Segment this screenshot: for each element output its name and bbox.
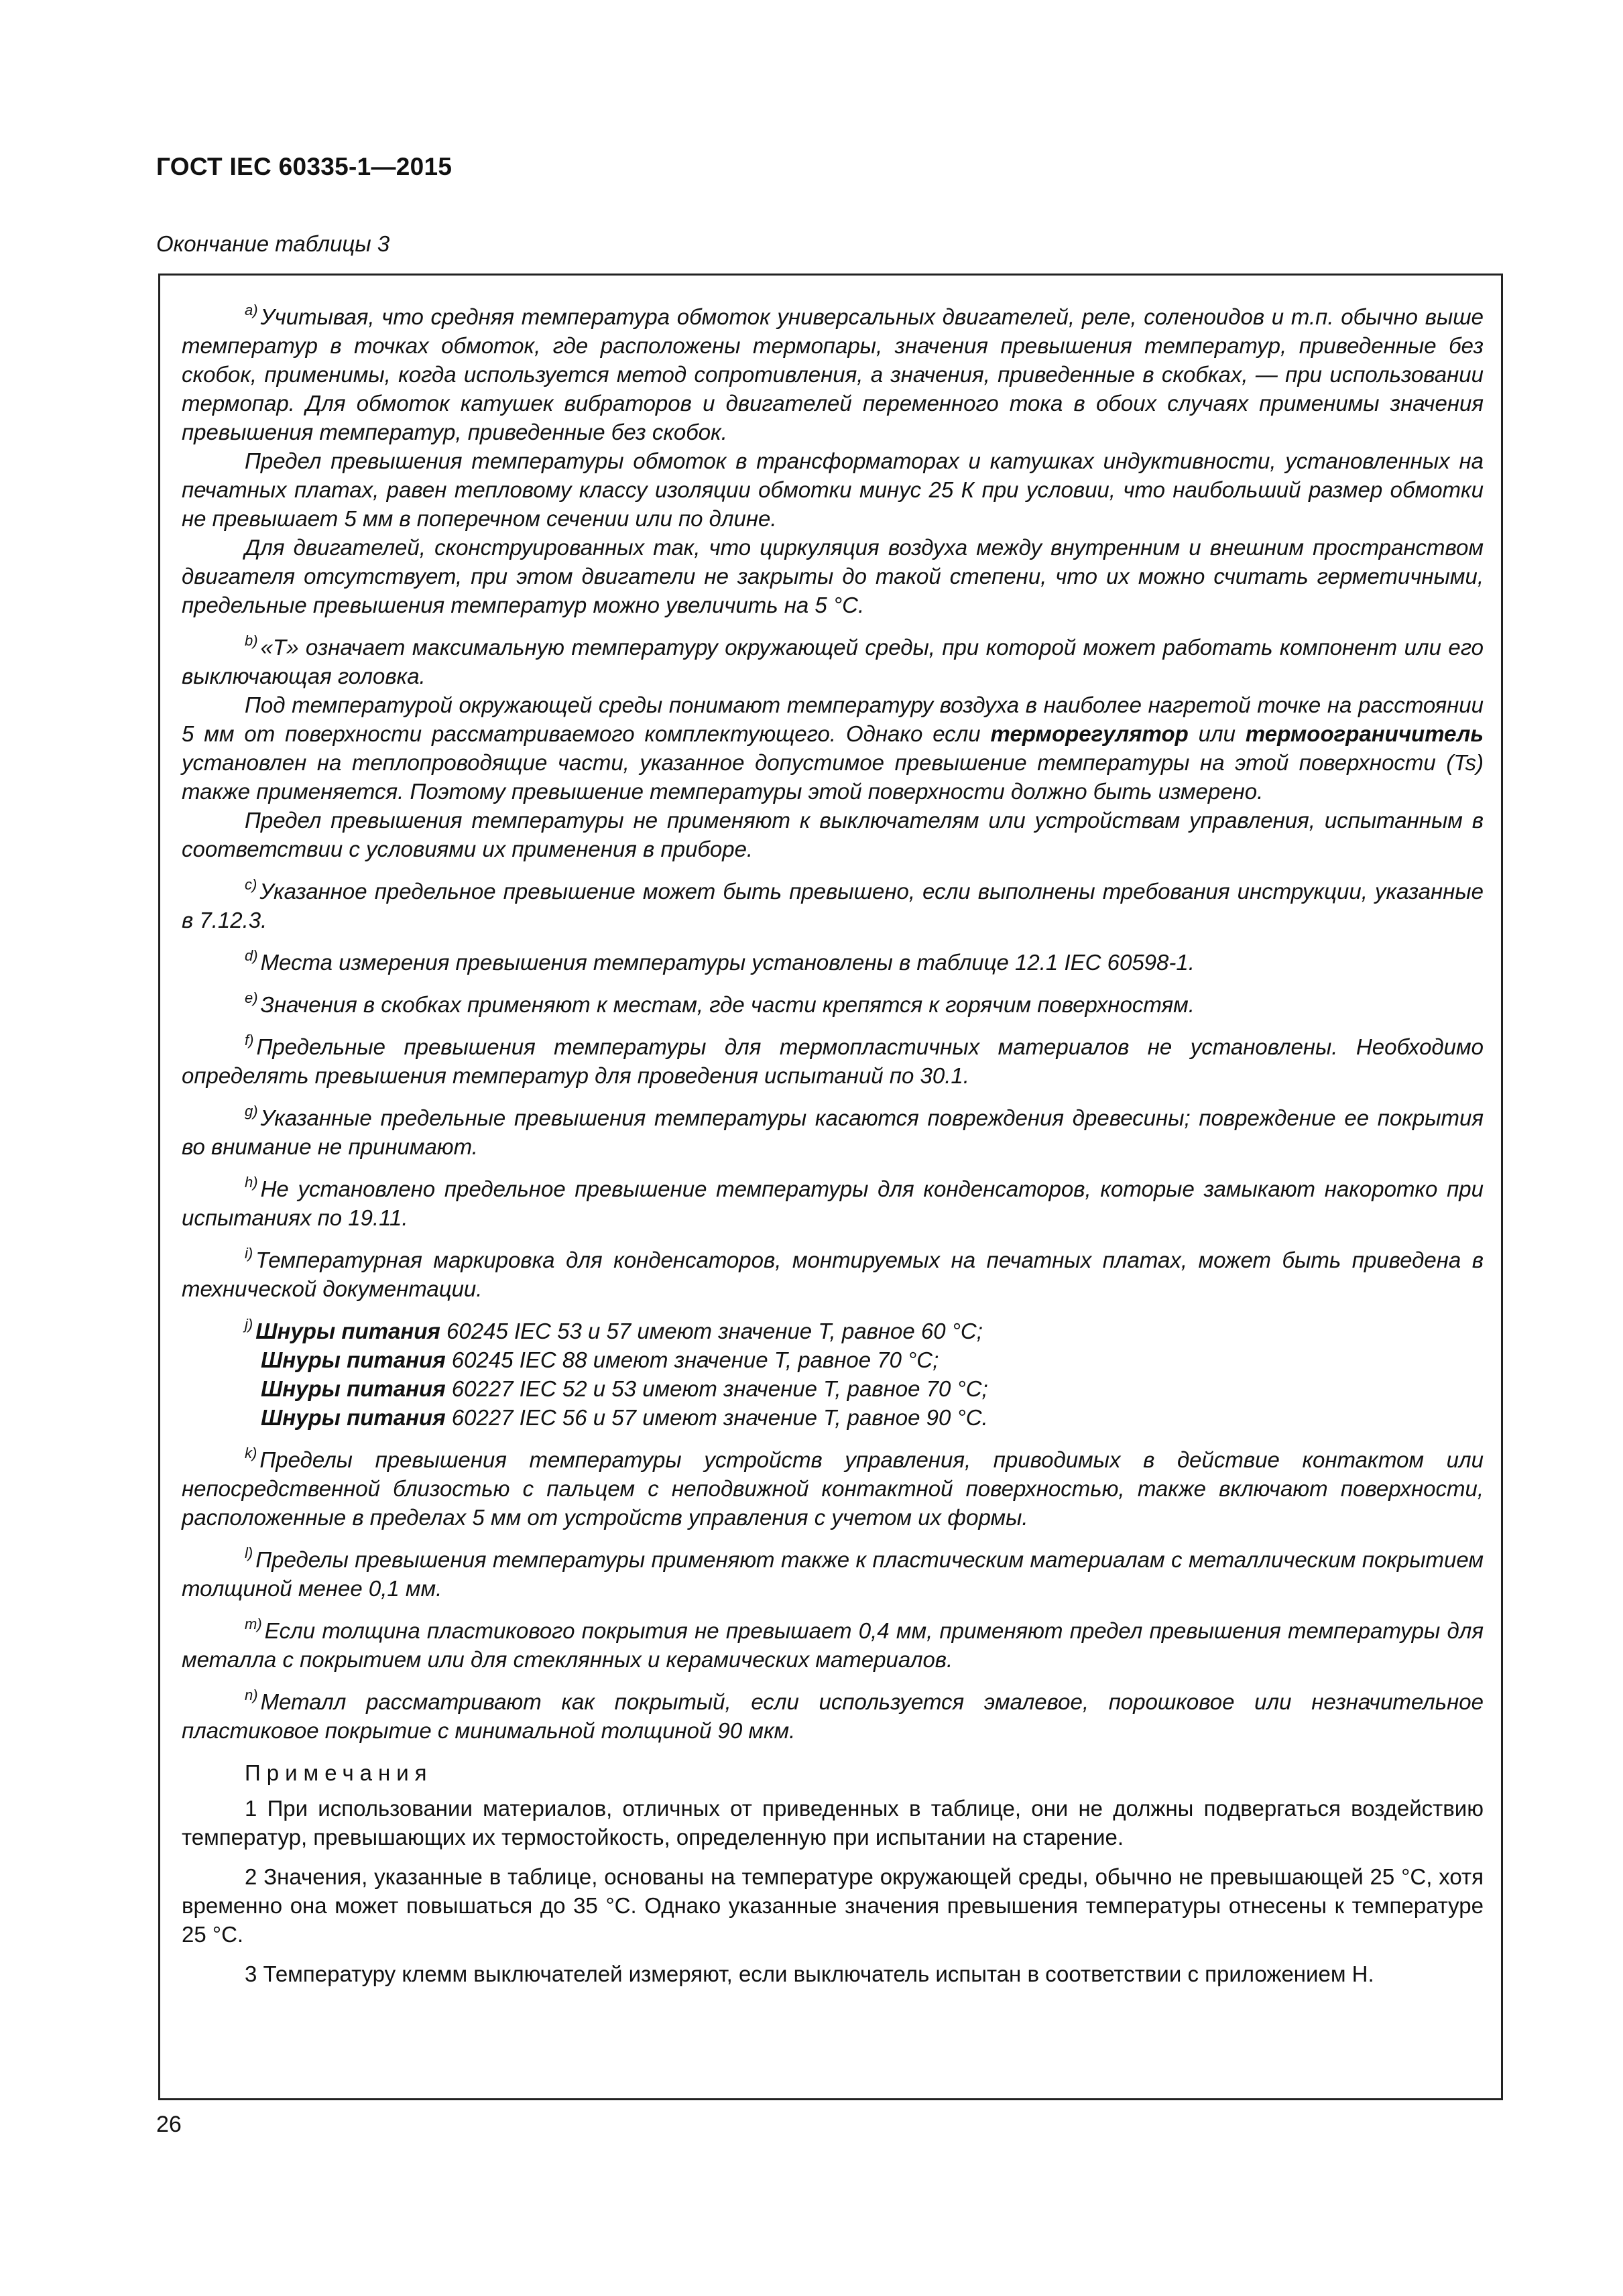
footnote-text: Не установлено предельное превышение температуры для конденсаторов, которые замыкают накоротко при испытаниях по 19.11.	[182, 1176, 1484, 1230]
cord-line	[245, 1403, 1484, 1432]
cord-term: Шнуры питания	[255, 1319, 440, 1343]
footnote-mark: a)	[245, 302, 258, 318]
text-run: Под температурой окружающей среды понимают температуру воздуха в наиболее нагретой точке на расстоянии 5 мм от поверхности рассматриваемого комплектующего. Однако если	[182, 692, 1484, 746]
footnote-mark: e)	[245, 989, 258, 1006]
footnote-text: Температурная маркировка для конденсаторов, монтируемых на печатных платах, может быть приведена в технической документации.	[182, 1248, 1484, 1301]
footnote-mark: m)	[245, 1616, 262, 1632]
footnote-text: Если толщина пластикового покрытия не превышает 0,4 мм, применяют предел превышения температуры для металла с покрытием или для стеклянных и керамических материалов.	[182, 1618, 1484, 1672]
footnote-mark: c)	[245, 876, 257, 893]
footnote-paragraph	[182, 690, 1484, 806]
footnote-n	[182, 1687, 1484, 1745]
term-thermal-cutout: термоограничитель	[1245, 721, 1484, 746]
footnote-b	[182, 633, 1484, 863]
footnote-text: Значения в скобках применяют к местам, где части крепятся к горячим поверхностям.	[260, 992, 1195, 1017]
note-item: 1 При использовании материалов, отличных от приведенных в таблице, они не должны подвергаться воздействию температур, превышающих их термостойкость, определенную при испытании на старение.	[182, 1796, 1484, 1850]
footnote-e	[182, 990, 1484, 1019]
table-footnotes-frame	[158, 274, 1503, 2100]
footnote-c	[182, 877, 1484, 934]
footnote-l	[182, 1545, 1484, 1603]
footnote-i	[182, 1246, 1484, 1303]
cord-line	[245, 1374, 1484, 1403]
footnote-paragraph: Предел превышения температуры обмоток в трансформаторах и катушках индуктивности, установленных на печатных платах, равен тепловому классу изоляции обмотки минус 25 К при условии, что наибольший размер обмотки не превышает 5 мм в поперечном сечении или по длине.	[182, 448, 1484, 531]
text-run: установлен на теплопроводящие части, указанное допустимое превышение температуры на этой поверхности (Ts) также применяется. Поэтому превышение температуры этой поверхности должно быть измерено.	[182, 750, 1484, 804]
footnote-d	[182, 948, 1484, 977]
footnote-f	[182, 1032, 1484, 1090]
footnote-paragraph: Для двигателей, сконструированных так, что циркуляция воздуха между внутренним и внешним пространством двигателя отсутствует, при этом двигатели не закрыты до такой степени, что их можно считать герметичными, предельные превышения температур можно увеличить на 5 °С.	[182, 535, 1484, 617]
footnote-mark: j)	[245, 1316, 253, 1333]
footnote-mark: b)	[245, 632, 258, 649]
footnote-text: Предельные превышения температуры для термопластичных материалов не установлены. Необходимо определять превышения температур для проведения испытаний по 30.1.	[182, 1034, 1484, 1088]
cord-line	[245, 1317, 1484, 1345]
footnote-text: Пределы превышения температуры применяют также к пластическим материалам с металлическим покрытием толщиной менее 0,1 мм.	[182, 1547, 1484, 1601]
page-number: 26	[156, 2112, 182, 2137]
footnote-text: «Т» означает максимальную температуру окружающей среды, при которой может работать компонент или его выключающая головка.	[182, 635, 1484, 688]
cord-spec: 60245 IEC 88 имеют значение Т, равное 70 °С;	[445, 1347, 939, 1372]
document-header: ГОСТ IEC 60335-1—2015	[156, 153, 453, 180]
footnote-text: Указанные предельные превышения температуры касаются повреждения древесины; повреждение ее покрытия во внимание не принимают.	[182, 1105, 1484, 1159]
footnote-text: Металл рассматривают как покрытый, если используется эмалевое, порошковое или незначительное пластиковое покрытие с минимальной толщиной 90 мкм.	[182, 1689, 1484, 1743]
footnote-mark: i)	[245, 1245, 253, 1262]
footnote-a	[182, 302, 1484, 619]
footnote-mark: n)	[245, 1687, 258, 1703]
cord-term: Шнуры питания	[261, 1347, 446, 1372]
footnote-mark: f)	[245, 1032, 254, 1048]
cord-term: Шнуры питания	[261, 1405, 446, 1430]
footnote-g	[182, 1103, 1484, 1161]
footnote-j	[182, 1317, 1484, 1432]
footnote-m	[182, 1616, 1484, 1674]
text-run: или	[1188, 721, 1246, 746]
notes-title: Примечания	[245, 1760, 433, 1785]
note-item: 3 Температуру клемм выключателей измеряют, если выключатель испытан в соответствии с приложением Н.	[245, 1961, 1374, 1986]
footnote-mark: d)	[245, 947, 258, 964]
footnote-text: Учитывая, что средняя температура обмоток универсальных двигателей, реле, соленоидов и т.п. обычно выше температур в точках обмоток, где расположены термопары, значения превышения температур, приведенные без скобок, применимы, когда используется метод сопротивления, а значения, приведенные в скобках, — при использовании термопар. Для обмоток катушек вибраторов и двигателей переменного тока в обоих случаях применимы значения превышения температур, приведенные без скобок.	[182, 304, 1484, 444]
cord-line	[245, 1345, 1484, 1374]
term-thermostat: терморегулятор	[990, 721, 1189, 746]
footnote-mark: g)	[245, 1103, 258, 1120]
footnote-paragraph: Предел превышения температуры не применяют к выключателям или устройствам управления, испытанным в соответствии с условиями их применения в приборе.	[182, 808, 1484, 861]
footnote-mark: k)	[245, 1445, 257, 1461]
cord-spec: 60227 IEC 56 и 57 имеют значение Т, равное 90 °С.	[445, 1405, 988, 1430]
cord-spec: 60227 IEC 52 и 53 имеют значение Т, равное 70 °С;	[445, 1376, 988, 1401]
footnote-text: Места измерения превышения температуры установлены в таблице 12.1 IEC 60598-1.	[260, 950, 1195, 975]
note-item: 2 Значения, указанные в таблице, основаны на температуре окружающей среды, обычно не превышающей 25 °С, хотя временно она может повышаться до 35 °С. Однако указанные значения превышения температуры отнесены к температуре 25 °С.	[182, 1864, 1484, 1947]
cord-spec: 60245 IEC 53 и 57 имеют значение Т, равное 60 °С;	[440, 1319, 983, 1343]
footnote-text: Указанное предельное превышение может быть превышено, если выполнены требования инструкции, указанные в 7.12.3.	[182, 879, 1484, 932]
footnote-k	[182, 1445, 1484, 1532]
footnote-h	[182, 1174, 1484, 1232]
table-continuation-caption: Окончание таблицы 3	[156, 231, 390, 256]
footnote-text: Пределы превышения температуры устройств управления, приводимых в действие контактом или непосредственной близостью с пальцем с неподвижной контактной поверхностью, также включают поверхности, расположенные в пределах 5 мм от устройств управления с учетом их формы.	[182, 1447, 1484, 1530]
footnote-mark: h)	[245, 1174, 258, 1191]
cord-term: Шнуры питания	[261, 1376, 446, 1401]
footnote-mark: l)	[245, 1545, 253, 1561]
